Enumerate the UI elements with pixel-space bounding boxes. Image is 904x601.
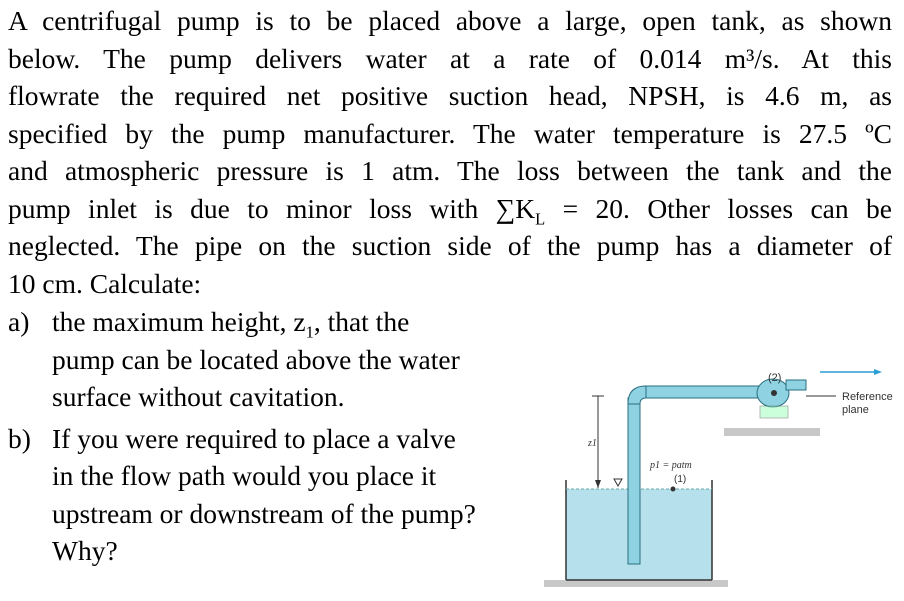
- part-b-label: b): [8, 422, 31, 454]
- problem-line-2: below. The pump delivers water at a rate of 0.014 m³/s. At this: [8, 42, 892, 74]
- part-a-line-1: [52, 303, 572, 341]
- z-subscript: 1: [305, 322, 314, 342]
- problem-line-1: A centrifugal pump is to be placed above a large, open tank, as shown: [8, 5, 892, 36]
- reference-label-2: plane: [842, 404, 869, 416]
- part-b-line-4: Why?: [52, 535, 118, 566]
- tank-base: [544, 580, 728, 587]
- pump-discharge: [786, 380, 806, 390]
- problem-line-3: flowrate the required net positive suction head, NPSH, is 4.6 m, as: [8, 80, 892, 111]
- part-b-line-1: If you were required to place a valve: [52, 422, 456, 454]
- problem-line-8: 10 cm. Calculate:: [8, 267, 202, 299]
- part-a-line-1-b: , that the: [313, 306, 410, 337]
- free-surface-symbol: [614, 479, 622, 486]
- z1-label: z1: [588, 438, 597, 449]
- problem-line-7: neglected. The pipe on the suction side of the pump has a diameter of: [8, 230, 892, 261]
- pipe-elbow: [628, 386, 646, 404]
- pressure-label: p1 = patm: [650, 460, 692, 471]
- suction-pipe-vertical: [628, 398, 640, 564]
- problem-line-6-a: pump inlet is due to minor loss with ∑K: [8, 192, 536, 224]
- pump-point-marker: [771, 390, 777, 396]
- sum-k-subscript: L: [535, 209, 546, 228]
- part-b-line-2: in the flow path would you place it: [52, 460, 437, 491]
- question-parts: [8, 303, 572, 570]
- part-b-line-3: upstream or downstream of the pump?: [52, 497, 476, 529]
- part-a-label: a): [8, 306, 30, 337]
- problem-line-5: and atmospheric pressure is 1 atm. The loss between the tank and the: [8, 155, 892, 186]
- part-a-line-3: surface without cavitation.: [52, 381, 345, 412]
- problem-line-6: [8, 190, 892, 228]
- part-a-text: [52, 303, 572, 416]
- flow-arrow-head: [874, 369, 882, 375]
- problem-line-4: specified by the pump manufacturer. The water temperature is 27.5 ºC: [8, 117, 892, 149]
- suction-pipe-horizontal: [646, 386, 764, 398]
- surface-point-marker: [671, 487, 676, 492]
- part-a: [8, 303, 572, 416]
- part-a-line-1-a: the maximum height, z: [52, 306, 306, 337]
- pump-point-label: (2): [768, 372, 782, 384]
- part-a-line-2: pump can be located above the water: [52, 343, 460, 375]
- pump-ground: [724, 428, 820, 436]
- part-b-text: [52, 420, 572, 570]
- problem-line-6-b: = 20. Other losses can be: [545, 192, 892, 224]
- z1-dimension-arrow: [595, 480, 601, 488]
- surface-point-label: (1): [674, 474, 687, 485]
- reference-label-1: Reference: [842, 391, 893, 403]
- pump-mount: [760, 406, 788, 418]
- pump-tank-diagram: [530, 360, 904, 596]
- part-b: [8, 420, 572, 570]
- problem-statement: [8, 2, 892, 302]
- pump-tank-figure: [530, 360, 904, 596]
